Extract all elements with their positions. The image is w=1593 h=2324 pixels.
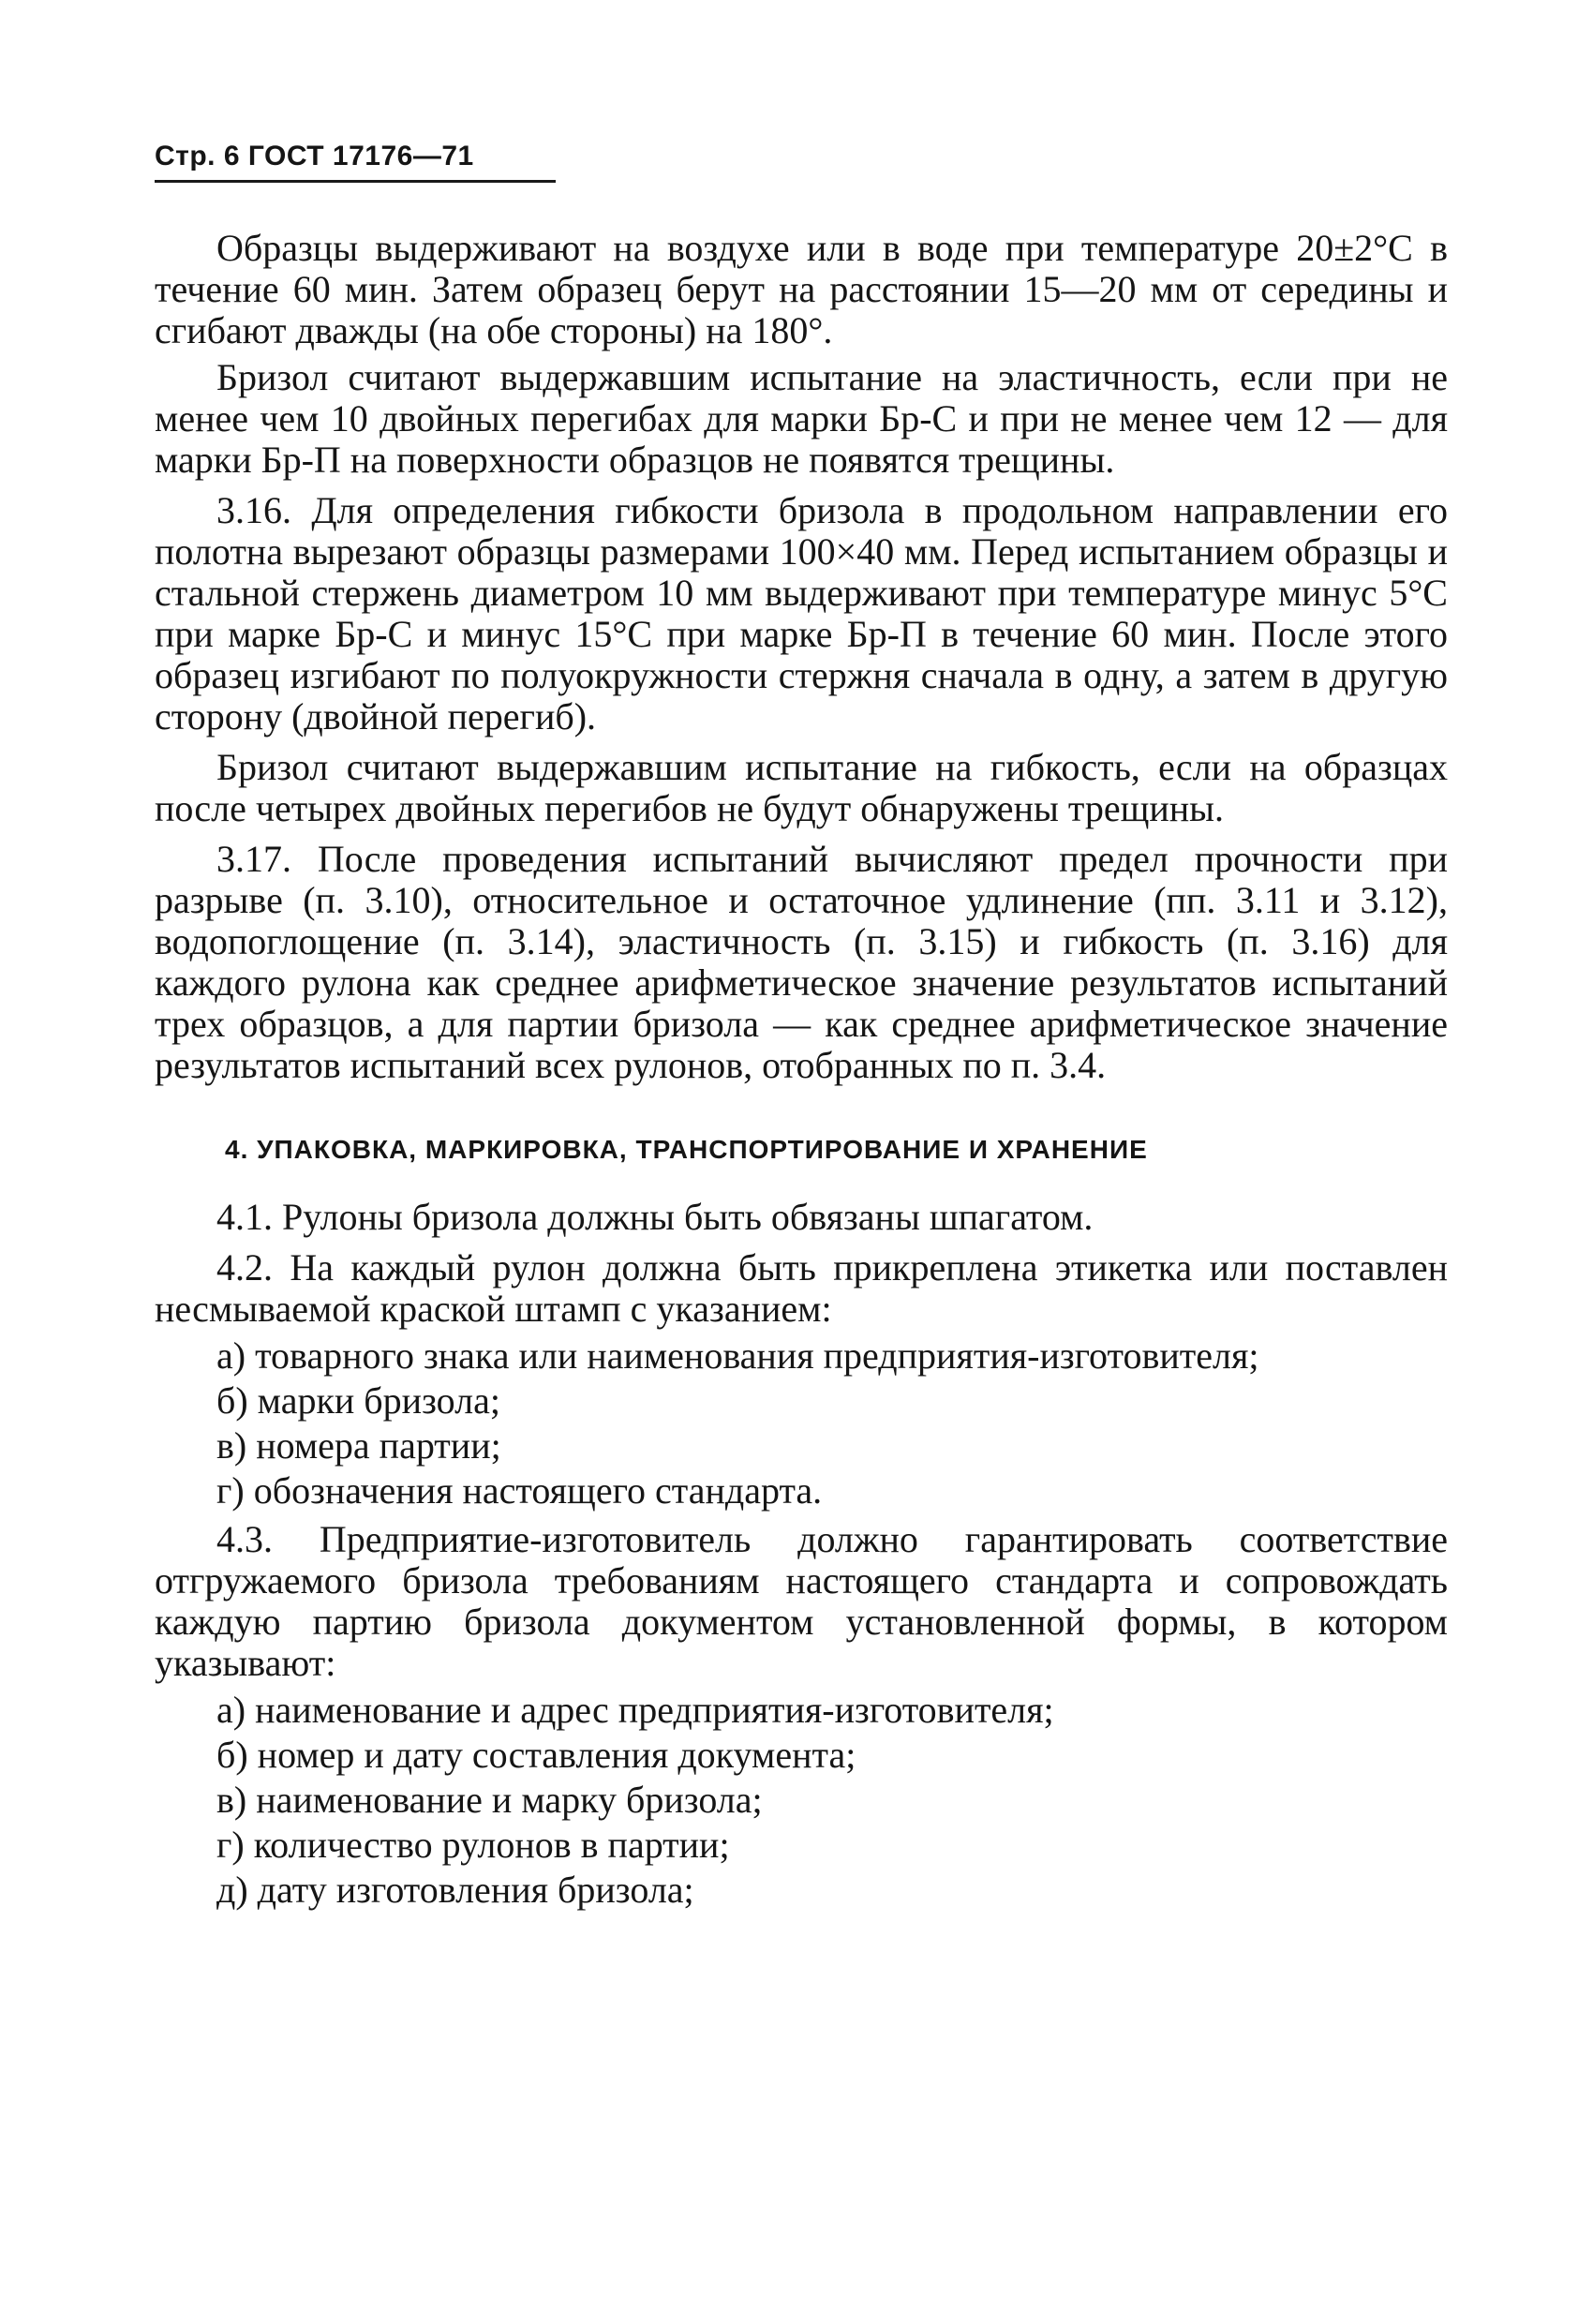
document-page	[155, 141, 1448, 1914]
list-4-2	[155, 1335, 1448, 1512]
list-item: в) номера партии;	[216, 1424, 501, 1467]
list-item: а) товарного знака или наименования предприятия-изготовителя;	[216, 1334, 1259, 1377]
paragraph-4-2: 4.2. На каждый рулон должна быть прикреплена этикетка или поставлен несмываемой краской штамп с указанием:	[155, 1246, 1448, 1330]
list-item: б) номер и дату составления документа;	[216, 1734, 856, 1776]
list-item: а) наименование и адрес предприятия-изготовителя;	[216, 1689, 1054, 1731]
section-4-title: 4. УПАКОВКА, МАРКИРОВКА, ТРАНСПОРТИРОВАНИЕ И ХРАНЕНИЕ	[225, 1135, 1148, 1164]
list-4-3	[155, 1690, 1448, 1911]
paragraph-4-3: 4.3. Предприятие-изготовитель должно гарантировать соответствие отгружаемого бризола требованиям настоящего стандарта и сопровождать каждую партию бризола документом установленной формы, в котором указывают:	[155, 1518, 1448, 1684]
paragraph-3-17-results: 3.17. После проведения испытаний вычисляют предел прочности при разрыве (п. 3.10), относительное и остаточное удлинение (пп. 3.11 и 3.12), водопоглощение (п. 3.14), эластичность (п. 3.15) и гибкость (п. 3.16) для каждого рулона как среднее арифметическое значение результатов испытаний трех образцов, а для партии бризола — как среднее арифметическое значение результатов испытаний всех рулонов, отобранных по п. 3.4.	[155, 838, 1448, 1086]
paragraph-3-16-flexibility: 3.16. Для определения гибкости бризола в продольном направлении его полотна вырезают образцы размерами 100×40 мм. Перед испытанием образцы и стальной стержень диаметром 10 мм выдерживают при температуре минус 5°С при марке Бр-С и минус 15°С при марке Бр-П в течение 60 мин. После этого образец изгибают по полуокружности стержня сначала в одну, а затем в другую сторону (двойной перегиб).	[155, 489, 1448, 737]
paragraph-elasticity-criterion: Бризол считают выдержавшим испытание на эластичность, если при не менее чем 10 двойных перегибах для марки Бр-С и при не менее чем 12 — для марки Бр-П на поверхности образцов не появятся трещины.	[155, 356, 1448, 481]
list-item: д) дату изготовления бризола;	[216, 1869, 694, 1911]
paragraph-specimen-conditioning: Образцы выдерживают на воздухе или в воде при температуре 20±2°С в течение 60 мин. Затем образец берут на расстоянии 15—20 мм от середины и сгибают дважды (на обе стороны) на 180°.	[155, 227, 1448, 351]
list-item: в) наименование и марку бризола;	[216, 1779, 763, 1821]
running-head: Стр. 6 ГОСТ 17176—71	[155, 141, 556, 183]
paragraph-4-1: 4.1. Рулоны бризола должны быть обвязаны шпагатом.	[216, 1196, 1094, 1238]
paragraph-flexibility-criterion: Бризол считают выдержавшим испытание на гибкость, если на образцах после четырех двойных перегибов не будут обнаружены трещины.	[155, 746, 1448, 829]
list-item: г) количество рулонов в партии;	[216, 1824, 730, 1866]
list-item: б) марки бризола;	[216, 1379, 500, 1422]
list-item: г) обозначения настоящего стандарта.	[216, 1469, 823, 1512]
